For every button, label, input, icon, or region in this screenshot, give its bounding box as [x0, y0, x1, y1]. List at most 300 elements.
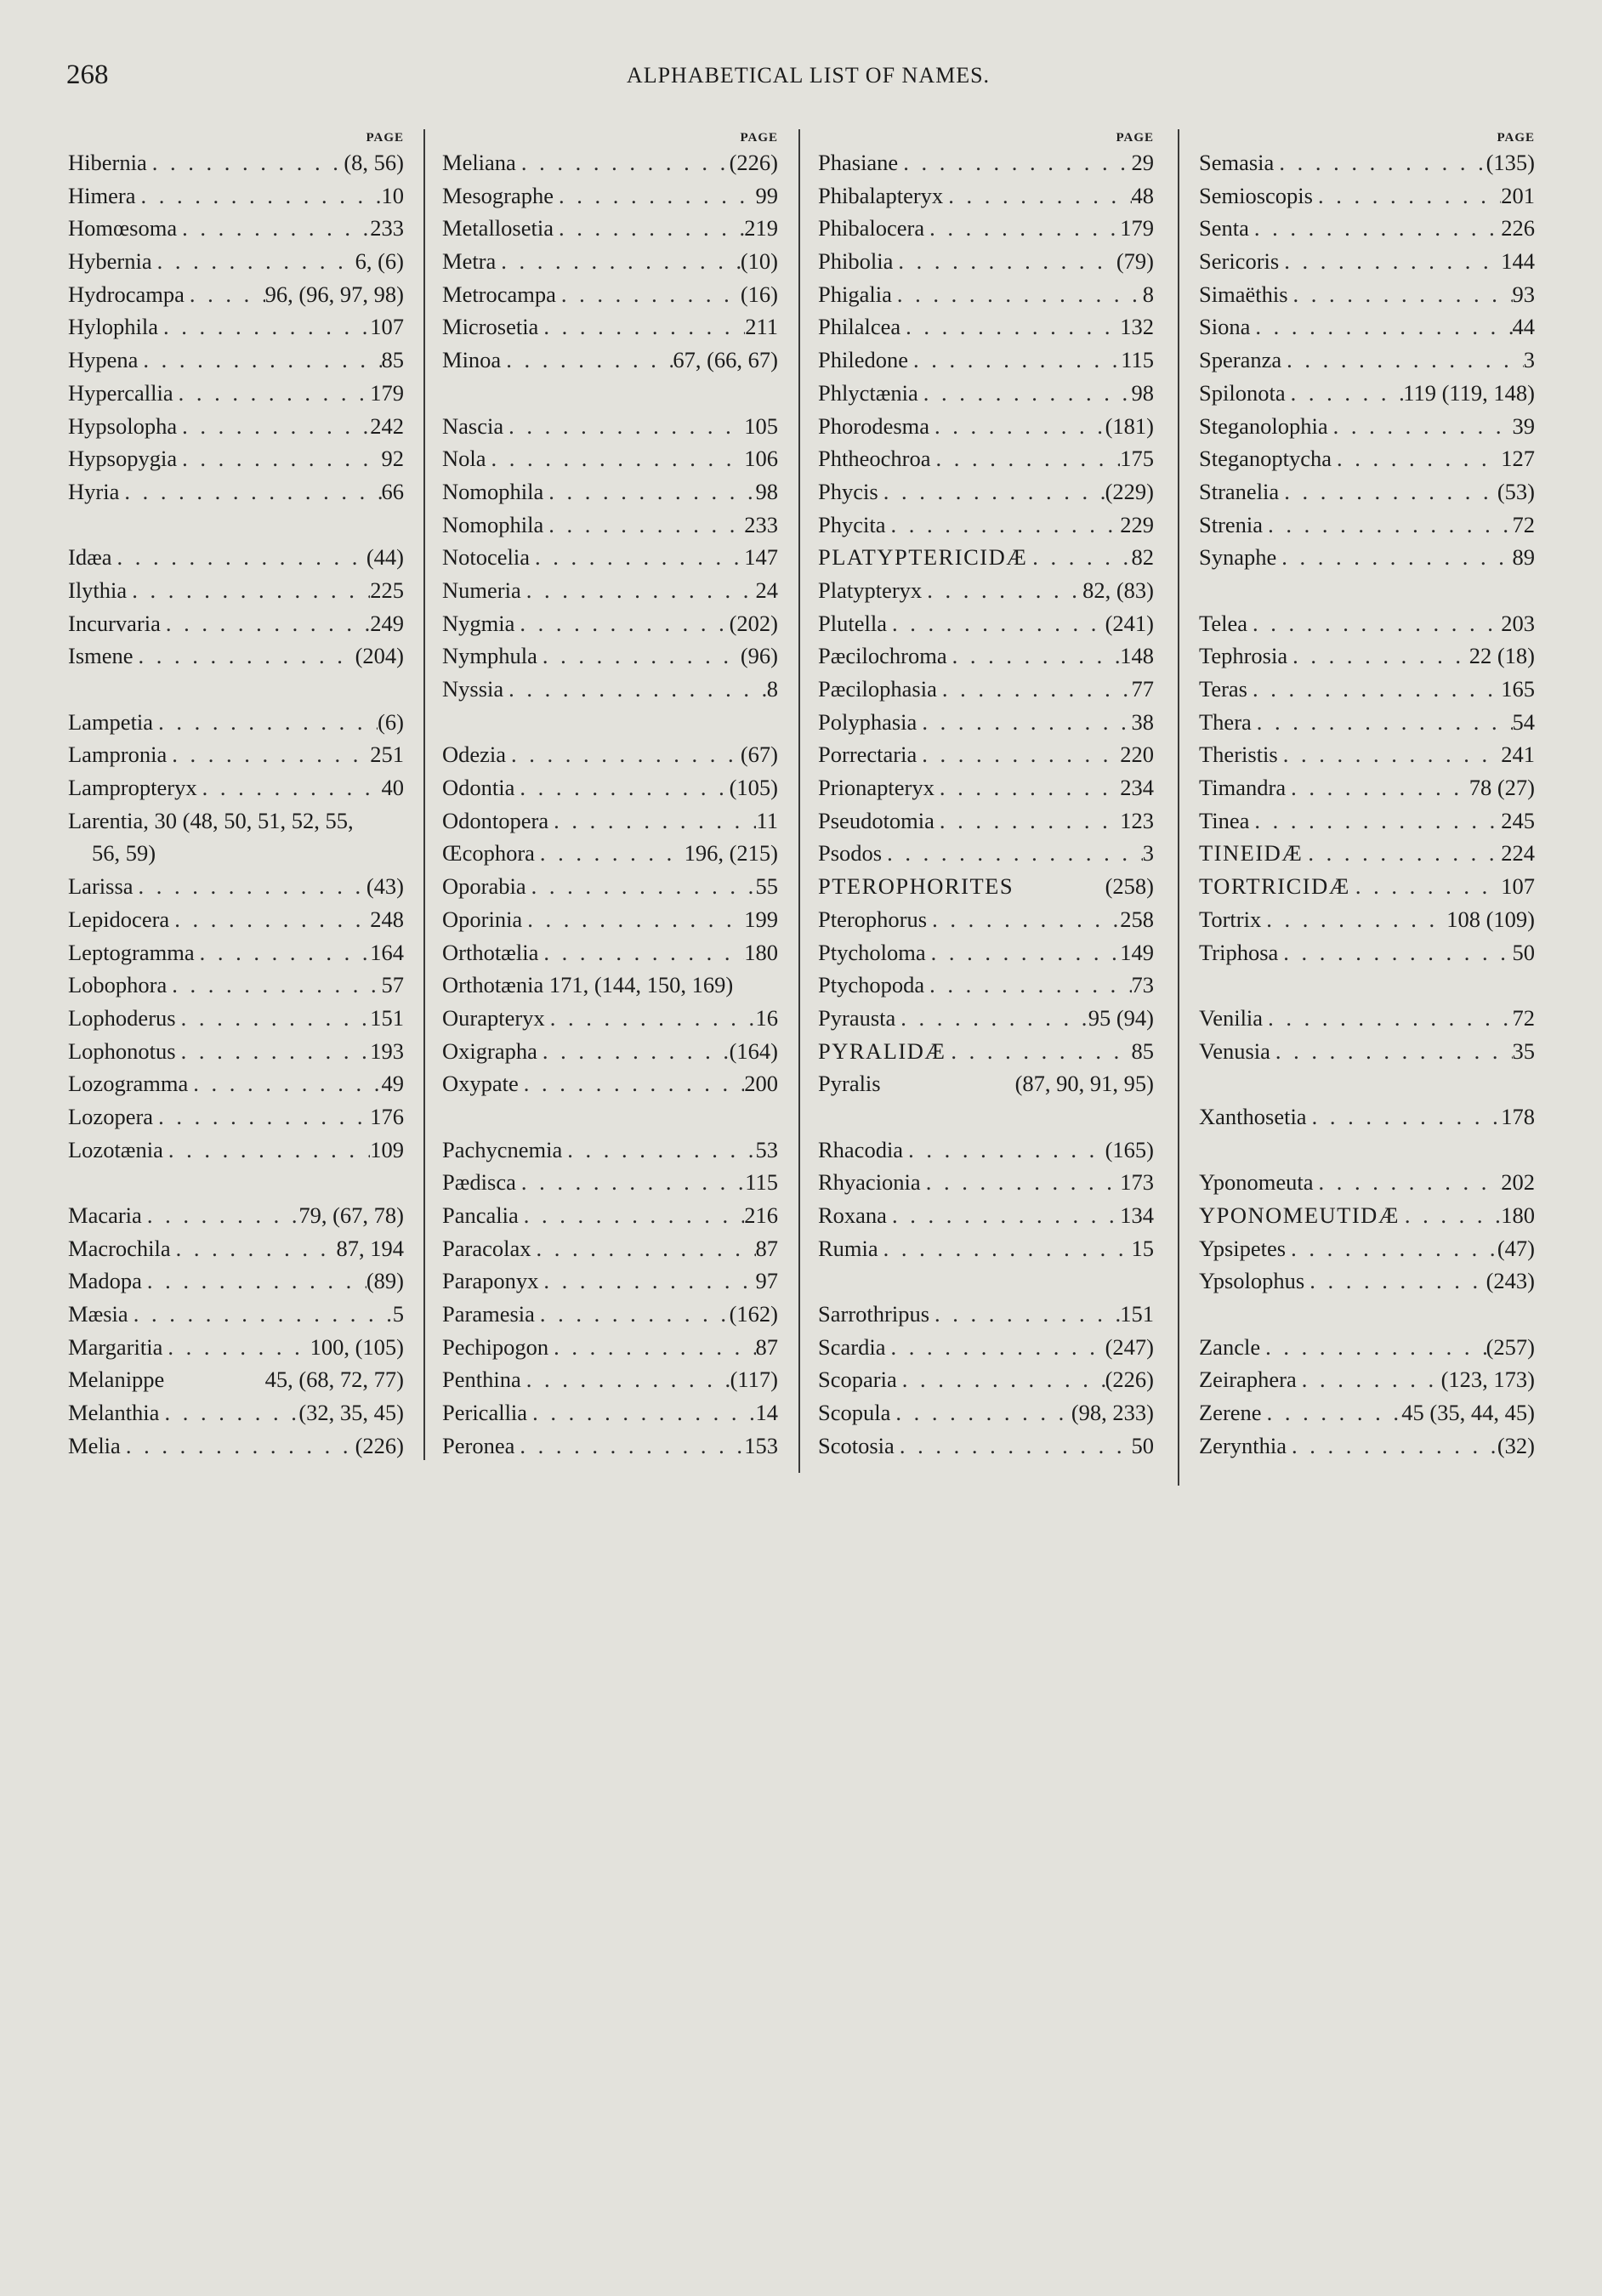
page-reference: 127	[1501, 446, 1535, 472]
entry-name: Scardia	[818, 1333, 886, 1360]
page-reference: 132	[1120, 314, 1154, 340]
index-entry	[818, 541, 1154, 574]
entry-name: PTEROPHORITES	[818, 873, 1014, 900]
leader-dots	[929, 410, 1105, 443]
page-reference: 93	[1512, 281, 1535, 307]
index-entry	[68, 837, 404, 870]
leader-dots	[893, 245, 1116, 278]
index-entry	[68, 310, 404, 344]
index-entry	[818, 1134, 1154, 1167]
entry-name: Sarrothripus	[818, 1301, 930, 1327]
entry-name: Madopa	[68, 1268, 142, 1294]
entry-name: Oporabia	[442, 873, 526, 900]
page-column-label: PAGE	[740, 131, 778, 145]
page-reference: (96)	[740, 643, 778, 669]
index-entry	[442, 969, 778, 1002]
entry-name: Hibernia	[68, 150, 147, 175]
leader-dots	[1252, 706, 1513, 739]
index-entry	[1199, 804, 1535, 838]
entry-name: Microsetia	[442, 314, 539, 340]
index-entry	[68, 804, 404, 838]
index-entry	[68, 1100, 404, 1134]
page-reference: 48	[1131, 182, 1154, 208]
page-reference: 73	[1131, 972, 1154, 998]
page-reference: 201	[1501, 182, 1535, 208]
index-entry	[68, 1067, 404, 1100]
leader-dots	[1297, 1363, 1441, 1396]
index-entry	[1199, 738, 1535, 771]
entry-name: Pæcilophasia	[818, 676, 937, 702]
page-reference: (226)	[355, 1432, 404, 1458]
index-entry	[1199, 1331, 1535, 1364]
leader-dots	[519, 1199, 744, 1232]
index-entry	[442, 212, 778, 245]
page-reference: (79)	[1116, 248, 1154, 275]
leader-dots	[128, 1298, 393, 1331]
entry-list	[1199, 146, 1535, 1463]
leader-dots	[908, 344, 1121, 377]
page-reference: (165)	[1105, 1136, 1154, 1162]
index-entry	[442, 1067, 778, 1100]
entry-name: Rumia	[818, 1235, 878, 1261]
entry-name: Odezia	[442, 742, 507, 768]
page-reference: 251	[370, 742, 404, 768]
entry-name: 56, 59)	[92, 840, 156, 867]
leader-dots	[112, 541, 366, 574]
entry-name: Nola	[442, 446, 486, 472]
leader-dots	[886, 509, 1121, 542]
leader-dots	[918, 377, 1132, 410]
entry-name: Steganolophia	[1199, 412, 1328, 439]
entry-name: Rhacodia	[818, 1136, 904, 1162]
index-entry	[1199, 1166, 1535, 1199]
leader-dots	[548, 804, 756, 838]
entry-name: Pædisca	[442, 1169, 516, 1196]
page-reference: 55	[755, 873, 778, 900]
entry-name: Senta	[1199, 215, 1249, 242]
section-gap	[818, 1100, 1154, 1134]
leader-dots	[538, 1265, 755, 1298]
entry-name: Pericallia	[442, 1400, 528, 1426]
index-entry	[818, 377, 1154, 410]
leader-dots	[486, 442, 745, 475]
index-entry	[818, 804, 1154, 838]
leader-dots	[519, 1067, 744, 1100]
entry-name: Oporinia	[442, 906, 523, 932]
leader-dots	[1287, 1429, 1497, 1463]
page-reference: (89)	[366, 1268, 404, 1294]
index-entry	[818, 212, 1154, 245]
entry-list	[442, 146, 778, 1463]
entry-name: Nyssia	[442, 676, 504, 702]
leader-dots	[521, 574, 756, 607]
leader-dots	[1262, 1396, 1402, 1429]
entry-name: Venilia	[1199, 1004, 1264, 1031]
leader-dots	[1250, 310, 1512, 344]
leader-dots	[526, 870, 756, 903]
entry-name: Meliana	[442, 150, 516, 175]
page-title: ALPHABETICAL LIST OF NAMES.	[626, 63, 991, 88]
page-reference: 211	[745, 314, 778, 340]
index-entry	[818, 837, 1154, 870]
page-reference: 67, (66, 67)	[673, 347, 778, 373]
entry-name: Speranza	[1199, 347, 1282, 373]
leader-dots	[921, 1166, 1121, 1199]
entry-name: Odontia	[442, 775, 515, 801]
entry-name: Triphosa	[1199, 939, 1279, 965]
leader-dots	[503, 673, 767, 706]
index-entry	[818, 969, 1154, 1002]
leader-dots	[926, 936, 1121, 969]
entry-name: Semioscopis	[1199, 182, 1313, 208]
page-reference: 108 (109)	[1446, 906, 1535, 932]
page-reference: (257)	[1486, 1333, 1535, 1360]
index-entry	[1199, 936, 1535, 969]
index-entry	[442, 1166, 778, 1199]
leader-dots	[882, 837, 1143, 870]
page-reference: 119 (119, 148)	[1403, 379, 1535, 406]
index-entry	[1199, 837, 1535, 870]
index-entry	[818, 146, 1154, 179]
entry-name: Macaria	[68, 1202, 142, 1228]
page-reference: (247)	[1105, 1333, 1154, 1360]
page-reference: 97	[755, 1268, 778, 1294]
leader-dots	[135, 179, 381, 213]
entry-name: Phibolia	[818, 248, 894, 275]
index-entry	[818, 1363, 1154, 1396]
index-entry	[68, 541, 404, 574]
index-entry	[1199, 1232, 1535, 1265]
page-reference: 98	[755, 478, 778, 504]
index-column-1	[68, 129, 404, 1463]
entry-name: Zerynthia	[1199, 1432, 1287, 1458]
leader-dots	[185, 278, 265, 311]
index-entry	[68, 1331, 404, 1364]
leader-dots	[1313, 1166, 1501, 1199]
entry-name: TINEIDÆ	[1199, 840, 1304, 867]
entry-name: Zerene	[1199, 1400, 1262, 1426]
page-reference: 66	[381, 478, 404, 504]
leader-dots	[924, 969, 1131, 1002]
leader-dots	[121, 1429, 355, 1463]
page-reference: 40	[381, 775, 404, 801]
page-reference: 115	[745, 1169, 778, 1196]
leader-dots	[895, 1429, 1132, 1463]
leader-dots	[929, 1298, 1120, 1331]
page-reference: 248	[370, 906, 404, 932]
page-header	[66, 60, 1550, 97]
entry-name: Metra	[442, 248, 497, 275]
index-entry	[68, 1265, 404, 1298]
index-entry	[818, 310, 1154, 344]
entry-name: Margaritia	[68, 1333, 163, 1360]
page-reference: (258)	[1105, 873, 1154, 900]
leader-dots	[142, 1199, 299, 1232]
leader-dots	[538, 310, 745, 344]
index-entry	[818, 344, 1154, 377]
entry-name: Sericoris	[1199, 248, 1280, 275]
entry-name: YPONOMEUTIDÆ	[1199, 1202, 1400, 1228]
section-gap	[1199, 969, 1535, 1002]
index-entry	[68, 1035, 404, 1068]
index-entry	[1199, 1035, 1535, 1068]
section-gap	[442, 706, 778, 739]
entry-name: Oxigrapha	[442, 1037, 537, 1064]
index-entry	[1199, 1265, 1535, 1298]
entry-name: Odontopera	[442, 807, 549, 833]
index-entry	[68, 1429, 404, 1463]
entry-name: Lobophora	[68, 972, 168, 998]
entry-name: Pseudotomia	[818, 807, 934, 833]
leader-dots	[1263, 1002, 1512, 1035]
index-entry	[442, 837, 778, 870]
entry-name: Paraponyx	[442, 1268, 539, 1294]
leader-dots	[1263, 509, 1512, 542]
page-reference: 16	[755, 1004, 778, 1031]
leader-dots	[176, 1035, 371, 1068]
index-entry	[442, 1002, 778, 1035]
leader-dots	[1281, 344, 1524, 377]
page-reference: 3	[1523, 347, 1535, 373]
index-entry	[818, 639, 1154, 673]
leader-dots	[163, 1134, 370, 1167]
entry-name: Zancle	[1199, 1333, 1261, 1360]
page-reference: 8	[766, 676, 778, 702]
entry-name: Lozopera	[68, 1103, 154, 1129]
index-entry	[442, 1134, 778, 1167]
entry-name: Ilythia	[68, 577, 128, 603]
entry-name: Hybernia	[68, 248, 152, 275]
leader-dots	[890, 1396, 1071, 1429]
leader-dots	[887, 1199, 1120, 1232]
index-entry	[818, 475, 1154, 509]
index-entry	[818, 903, 1154, 936]
entry-name: Theristis	[1199, 742, 1278, 768]
leader-dots	[943, 179, 1131, 213]
entry-name: Lepidocera	[68, 906, 170, 932]
index-entry	[1199, 410, 1535, 443]
index-entry	[68, 377, 404, 410]
index-entry	[442, 278, 778, 311]
leader-dots	[501, 344, 673, 377]
page-reference: 96, (96, 97, 98)	[264, 281, 404, 307]
entry-name: Plutella	[818, 610, 887, 636]
entry-name: Scopula	[818, 1400, 891, 1426]
page-reference: 199	[744, 906, 778, 932]
index-entry	[442, 245, 778, 278]
page-reference: (67)	[740, 742, 778, 768]
entry-name: Numeria	[442, 577, 521, 603]
index-entry	[68, 410, 404, 443]
page-reference: 245	[1501, 807, 1535, 833]
entry-name: Phibalapteryx	[818, 182, 944, 208]
entry-name: Lampetia	[68, 708, 154, 735]
leader-dots	[514, 771, 729, 804]
entry-name: Homœsoma	[68, 215, 178, 242]
leader-dots	[173, 377, 371, 410]
leader-dots	[1261, 903, 1446, 936]
section-gap	[818, 1265, 1154, 1298]
leader-dots	[897, 1363, 1105, 1396]
index-entry	[818, 442, 1154, 475]
index-entry	[68, 1002, 404, 1035]
leader-dots	[924, 212, 1120, 245]
page-reference: (226)	[1105, 1367, 1154, 1393]
leader-dots	[917, 706, 1131, 739]
entry-name: Lophoderus	[68, 1004, 176, 1031]
index-entry	[68, 771, 404, 804]
index-entry	[818, 1429, 1154, 1463]
page-reference: (162)	[729, 1301, 778, 1327]
page-reference: (98, 233)	[1071, 1400, 1154, 1426]
leader-dots	[947, 639, 1121, 673]
page-reference: 153	[744, 1432, 778, 1458]
index-entry	[818, 509, 1154, 542]
page-reference: (32, 35, 45)	[298, 1400, 404, 1426]
index-entry	[1199, 607, 1535, 640]
leader-dots	[1249, 804, 1501, 838]
leader-dots	[1350, 870, 1501, 903]
entry-name: Notocelia	[442, 544, 531, 571]
entry-name: Pæcilochroma	[818, 643, 947, 669]
entry-name: Zeiraphera	[1199, 1367, 1297, 1393]
page-reference: 44	[1512, 314, 1535, 340]
entry-name: Orthotælia	[442, 939, 539, 965]
entry-name: Pyralis	[818, 1071, 881, 1097]
page-reference: 115	[1121, 347, 1154, 373]
page-reference: (204)	[355, 643, 404, 669]
leader-dots	[177, 410, 370, 443]
entry-name: Xanthosetia	[1199, 1103, 1307, 1129]
leader-dots	[503, 410, 744, 443]
page-reference: 49	[381, 1071, 404, 1097]
page-reference: 89	[1512, 544, 1535, 571]
index-entry	[818, 1035, 1154, 1068]
entry-name: Phtheochroa	[818, 446, 931, 472]
page-reference: (105)	[729, 775, 778, 801]
page-reference: 95 (94)	[1088, 1004, 1154, 1031]
leader-dots	[1313, 179, 1501, 213]
leader-dots	[538, 936, 744, 969]
page-reference: 233	[744, 511, 778, 537]
index-entry	[68, 574, 404, 607]
page-reference: (117)	[730, 1367, 778, 1393]
entry-name: Roxana	[818, 1202, 887, 1228]
page-reference: 24	[755, 577, 778, 603]
index-entry	[68, 1298, 404, 1331]
page-reference: (87, 90, 91, 95)	[1014, 1071, 1154, 1097]
entry-name: Phigalia	[818, 281, 892, 307]
page-reference: (202)	[729, 610, 778, 636]
index-entry	[818, 410, 1154, 443]
leader-dots	[900, 310, 1120, 344]
leader-dots	[892, 278, 1143, 311]
index-entry	[68, 179, 404, 213]
section-gap	[1199, 1067, 1535, 1100]
leader-dots	[1286, 771, 1469, 804]
leader-dots	[548, 1331, 755, 1364]
leader-dots	[1274, 146, 1486, 179]
index-entry	[818, 607, 1154, 640]
section-gap	[442, 1100, 778, 1134]
index-entry	[1199, 377, 1535, 410]
index-entry	[442, 541, 778, 574]
index-entry	[442, 607, 778, 640]
page-reference: 54	[1512, 708, 1535, 735]
page-reference: 5	[392, 1301, 404, 1327]
page-reference: 220	[1120, 742, 1154, 768]
leader-dots	[152, 245, 355, 278]
leader-dots	[527, 1396, 755, 1429]
index-entry	[1199, 310, 1535, 344]
section-gap	[1199, 574, 1535, 607]
index-entry	[818, 673, 1154, 706]
leader-dots	[1288, 278, 1513, 311]
entry-name: Pechipogon	[442, 1333, 549, 1360]
leader-dots	[188, 1067, 381, 1100]
index-entry	[1199, 541, 1535, 574]
entry-name: Œcophora	[442, 840, 535, 867]
index-entry	[442, 771, 778, 804]
page-reference: 109	[370, 1136, 404, 1162]
entry-name: Leptogramma	[68, 939, 195, 965]
leader-dots	[1332, 442, 1501, 475]
index-entry	[1199, 639, 1535, 673]
leader-dots	[142, 1265, 366, 1298]
page-reference: 99	[755, 182, 778, 208]
index-entry	[68, 936, 404, 969]
leader-dots	[545, 1002, 756, 1035]
index-entry	[68, 278, 404, 311]
entry-name: Nomophila	[442, 511, 544, 537]
page-reference: (47)	[1497, 1235, 1535, 1261]
entry-name: Penthina	[442, 1367, 521, 1393]
leader-dots	[1027, 541, 1131, 574]
page-reference: 180	[1501, 1202, 1535, 1228]
page-reference: 87, 194	[336, 1235, 404, 1261]
entry-name: TORTRICIDÆ	[1199, 873, 1350, 900]
index-entry	[818, 278, 1154, 311]
page-reference: 15	[1131, 1235, 1154, 1261]
index-entry	[68, 442, 404, 475]
leader-dots	[1270, 1035, 1513, 1068]
index-entry	[1199, 212, 1535, 245]
leader-dots	[1247, 673, 1501, 706]
entry-name: Strenia	[1199, 511, 1264, 537]
page-reference: 10	[381, 182, 404, 208]
index-entry	[68, 1363, 404, 1396]
index-column-3	[818, 129, 1154, 1463]
page-reference: 173	[1120, 1169, 1154, 1196]
entry-name: Oxypate	[442, 1071, 519, 1097]
index-entry	[442, 509, 778, 542]
page-reference: (6)	[378, 708, 404, 735]
page-reference: 193	[370, 1037, 404, 1064]
entry-name: Phycita	[818, 511, 886, 537]
entry-name: Prionapteryx	[818, 775, 934, 801]
leader-dots	[927, 903, 1120, 936]
index-entry	[1199, 442, 1535, 475]
entry-name: Mæsia	[68, 1301, 128, 1327]
leader-dots	[917, 738, 1120, 771]
entry-name: Polyphasia	[818, 708, 917, 735]
leader-dots	[127, 574, 370, 607]
page-number: 268	[66, 60, 109, 90]
leader-dots	[1278, 738, 1502, 771]
page-reference: 8	[1142, 281, 1154, 307]
page-column-label: PAGE	[1497, 131, 1535, 145]
leader-dots	[1276, 541, 1512, 574]
